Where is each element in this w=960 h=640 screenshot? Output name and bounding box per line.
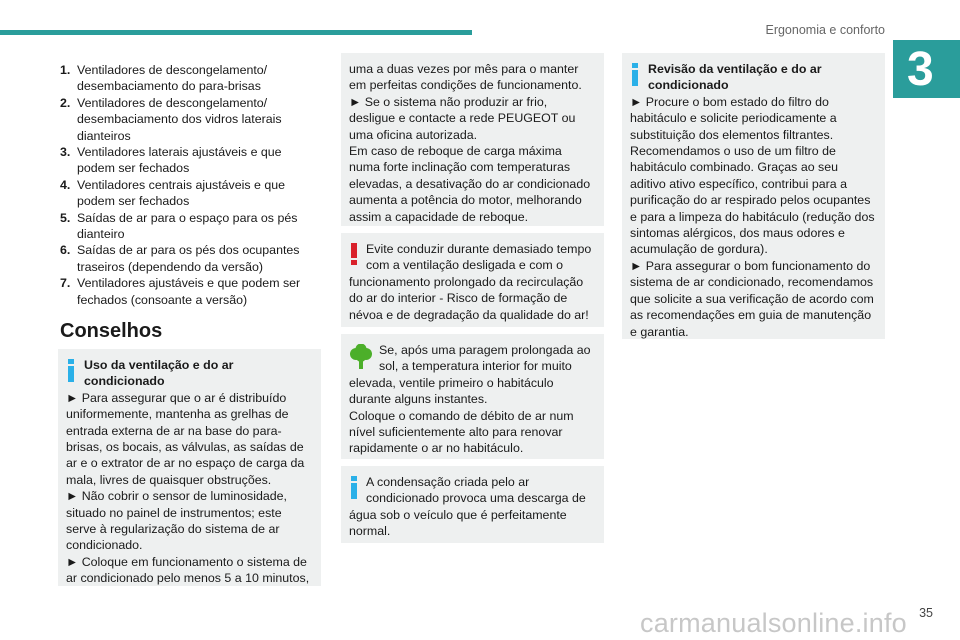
info-icon [630, 63, 641, 85]
vents-list [60, 62, 322, 308]
eco-box [341, 334, 604, 459]
left-column [60, 62, 322, 308]
condensation-box [341, 466, 604, 543]
header-accent-bar [0, 30, 472, 35]
paragraph: ► Se o sistema não produzir ar frio, desligue e contacte a rede PEUGEOT ou uma oficina autorizada. [349, 94, 576, 142]
paragraph: uma a duas vezes por mês para o manter em perfeitas condições de funcionamento. [349, 62, 582, 93]
warning-box [341, 233, 604, 327]
paragraph: ► Não cobrir o sensor de luminosidade, situado no painel de instrumentos; este serve à regularização do sistema de ar condicionado. [66, 489, 287, 553]
list-item: 7. Ventiladores ajustáveis e que podem ser fechados (consoante a versão) [60, 276, 301, 307]
list-item: 1. Ventiladores de descongelamento/ desembaciamento do para-brisas [60, 63, 268, 94]
page-number: 35 [919, 606, 933, 620]
section-title: Ergonomia e conforto [765, 23, 885, 37]
warning-icon [349, 243, 360, 265]
box-title: Revisão da ventilação e do ar condicionado [648, 62, 822, 93]
usage-info-box [58, 349, 321, 586]
chapter-tab [893, 40, 960, 98]
paragraph: ► Procure o bom estado do filtro do habitáculo e solicite periodicamente a substituição dos elementos filtrantes. [630, 94, 837, 142]
paragraph: Em caso de reboque de carga máxima numa forte inclinação com temperaturas elevadas, a desativação do ar condicionado aumenta a potência do motor, melhorando assim a capacidade de reboque. [349, 144, 591, 224]
paragraph: Coloque o comando de débito de ar num nível suficientemente alto para renovar rapidamente o ar no habitáculo. [349, 408, 574, 456]
maintenance-info-box [622, 53, 885, 339]
list-item: 4. Ventiladores centrais ajustáveis e que podem ser fechados [60, 177, 286, 209]
continued-box [341, 53, 604, 226]
chapter-number: 3 [907, 43, 934, 96]
list-item: 3. Ventiladores laterais ajustáveis e que podem ser fechados [60, 145, 282, 176]
paragraph: Recomendamos o uso de um filtro de habitáculo combinado. Graças ao seu aditivo ativo específico, contribui para a purificação do ar respirado pelos ocupantes e para a limpeza do habitáculo (redução dos sintomas alérgicos, dos maus odores e acumulação de gordura). [630, 144, 875, 257]
list-item: 6. Saídas de ar para os pés dos ocupantes traseiros (dependendo da versão) [60, 243, 300, 274]
paragraph: ► Para assegurar o bom funcionamento do sistema de ar condicionado, recomendamos que solicite a sua verificação de acordo com as recomendações em guia de manutenção e garantia. [630, 258, 874, 339]
warning-text: Evite conduzir durante demasiado tempo com a ventilação desligada e com o funcionamento prolongado da recirculação do ar do interior - Risco de formação de névoa e de degradação da qualidade do ar! [349, 242, 592, 322]
paragraph: ► Para assegurar que o ar é distribuído uniformemente, mantenha as grelhas de entrada externa de ar na base do para-brisas, os bocais, as válvulas, as saídas de ar e o extrator de ar no espaço de carga da mala, livres de quaisquer obstruções. [66, 390, 305, 487]
watermark: carmanualsonline.info [640, 608, 907, 638]
conselhos-heading: Conselhos [60, 320, 163, 342]
eco-tree-icon [349, 344, 373, 368]
box-title: Uso da ventilação e do ar condicionado [84, 358, 234, 389]
info-icon [349, 476, 360, 498]
paragraph: Se, após uma paragem prolongada ao sol, a temperatura interior for muito elevada, ventile primeiro o habitáculo durante alguns instantes. [349, 343, 591, 407]
condensation-text: A condensação criada pelo ar condicionado provoca uma descarga de água sob o veículo que é perfeitamente normal. [349, 475, 586, 539]
info-icon [66, 359, 77, 381]
paragraph: ► Coloque em funcionamento o sistema de ar condicionado pelo menos 5 a 10 minutos, [66, 554, 310, 586]
list-item: 2. Ventiladores de descongelamento/ desembaciamento dos vidros laterais dianteiros [60, 95, 282, 143]
list-item: 5. Saídas de ar para o espaço para os pés dianteiro [60, 210, 298, 242]
